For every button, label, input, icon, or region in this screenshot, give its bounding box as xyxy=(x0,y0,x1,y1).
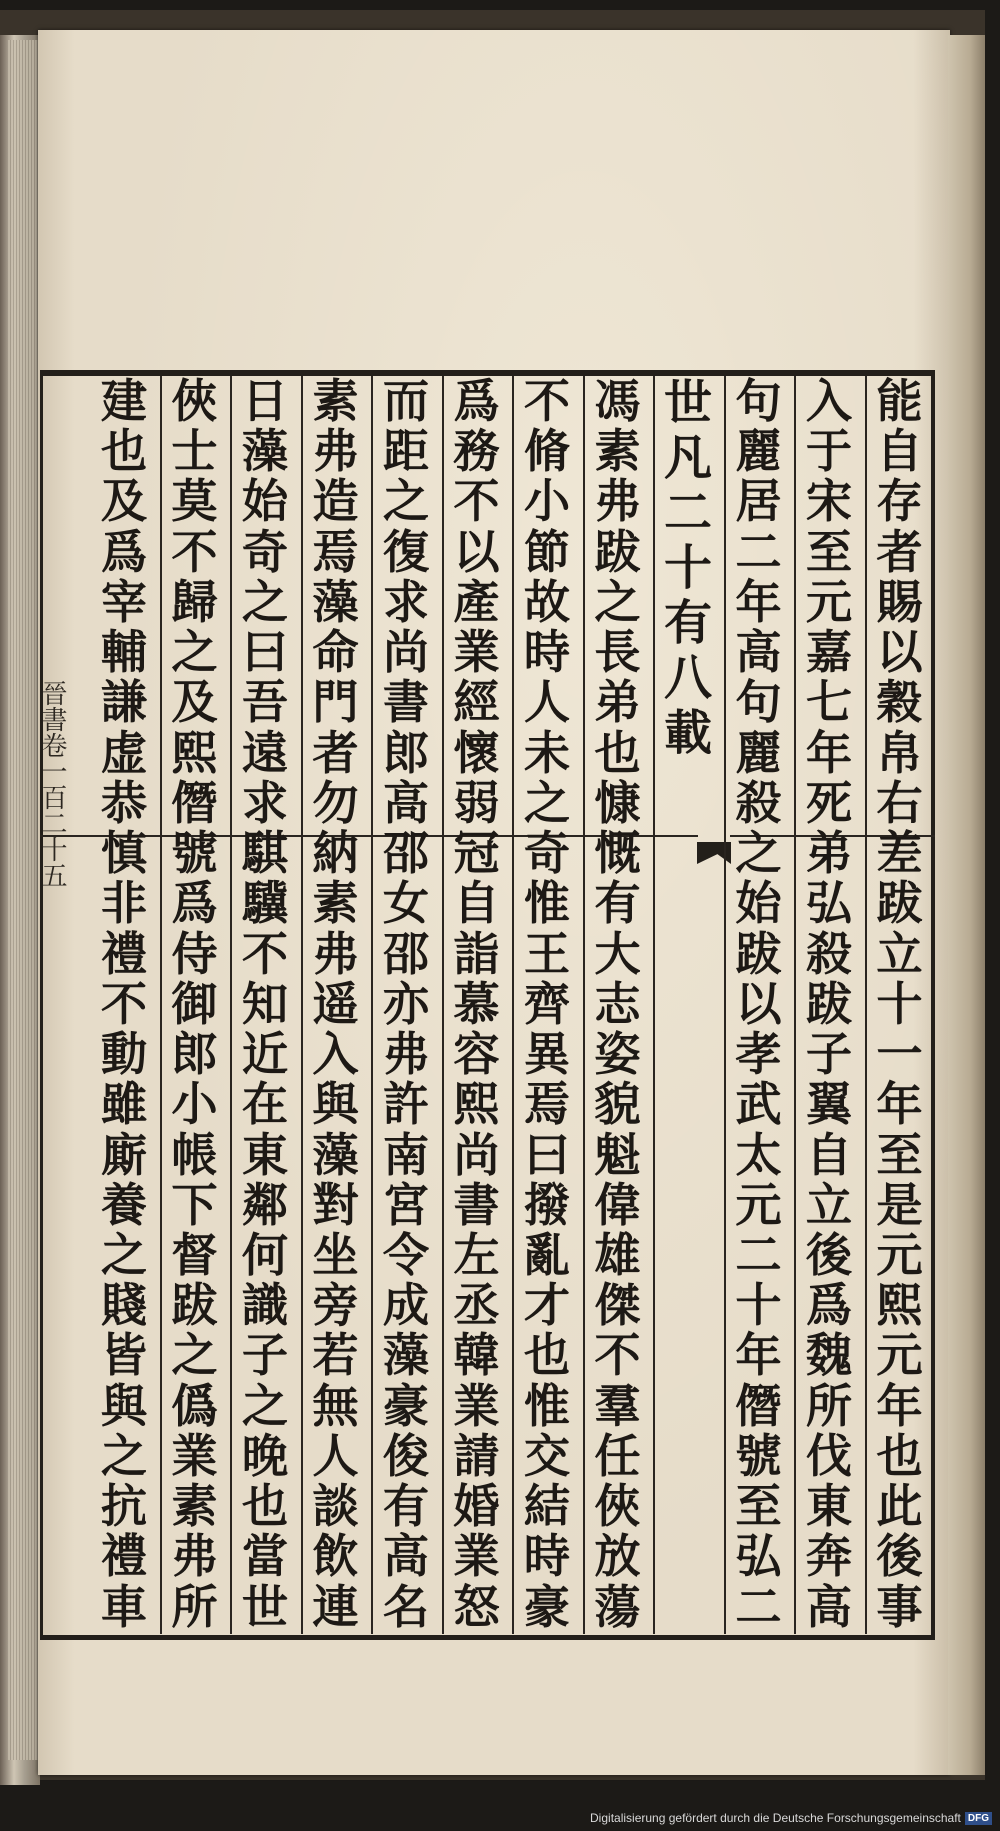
column-separator xyxy=(230,376,232,1634)
column-separator xyxy=(653,376,655,1634)
column-separator xyxy=(442,376,444,1634)
text-column: 不 脩 小 節 故 時 人 未 之 奇 惟 王 齊 異 焉 曰 撥 亂 才 也 惟 交 結 時 豪 xyxy=(523,374,571,1634)
text-column: 能 自 存 者 賜 以 穀 帛 右 差 跋 立 十 一 年 至 是 元 熙 元 年 也 此 後 事 xyxy=(876,374,923,1634)
text-column: 素 弗 造 焉 藻 命 門 者 勿 納 素 弗 遥 入 與 藻 對 坐 旁 若 無 人 談 飲 連 xyxy=(312,374,359,1634)
dfg-logo: DFG xyxy=(965,1812,992,1825)
column-separator xyxy=(794,376,796,1634)
gutter-note: 晉書卷一百二十五 xyxy=(37,680,67,888)
text-column: 馮 素 弗 跋 之 長 弟 也 慷 慨 有 大 志 姿 貌 魁 偉 雄 傑 不 羣 任 俠 放 蕩 xyxy=(594,374,641,1634)
text-column: 句 麗 居 二 年 高 句 麗 殺 之 始 跋 以 孝 武 太 元 二 十 年 僭 號 至 弘 二 xyxy=(735,374,782,1634)
text-column: 日 藻 始 奇 之 曰 吾 遠 求 騏 驥 不 知 近 在 東 鄰 何 識 子 之 晚 也 當 世 xyxy=(241,374,289,1634)
column-separator xyxy=(512,376,514,1634)
page-edges xyxy=(8,40,38,1760)
text-column: 入 于 宋 至 元 嘉 七 年 死 弟 弘 殺 跋 子 翼 自 立 後 爲 魏 所 伐 東 奔 高 xyxy=(805,374,853,1634)
text-column: 爲 務 不 以 產 業 經 懷 弱 冠 自 詣 慕 容 熙 尚 書 左 丞 韓 業 請 婚 業 怒 xyxy=(453,374,500,1634)
text-column: 俠 士 莫 不 歸 之 及 熙 僭 號 爲 侍 御 郎 小 帳 下 督 跋 之 僞 業 素 弗 所 xyxy=(171,374,218,1634)
text-column: 建 也 及 爲 宰 輔 謙 虚 恭 慎 非 禮 不 動 雖 廝 養 之 賤 皆 與 之 抗 禮 車 xyxy=(100,374,148,1634)
text-column: 而 距 之 復 求 尚 書 郎 高 邵 女 邵 亦 弗 許 南 宮 令 成 藻 豪 俊 有 高 名 xyxy=(382,374,430,1634)
column-separator xyxy=(371,376,373,1634)
column-separator xyxy=(160,376,162,1634)
column-separator xyxy=(724,376,726,1634)
column-separator xyxy=(865,376,867,1634)
column-separator xyxy=(583,376,585,1634)
text-column: 世 凡 二 十 有 八 載 xyxy=(663,375,712,761)
footer xyxy=(590,1811,992,1825)
footer-credit: Digitalisierung gefördert durch die Deutsche Forschungsgemeinschaft xyxy=(590,1811,961,1825)
column-separator xyxy=(301,376,303,1634)
facing-page-edge xyxy=(948,35,985,1775)
